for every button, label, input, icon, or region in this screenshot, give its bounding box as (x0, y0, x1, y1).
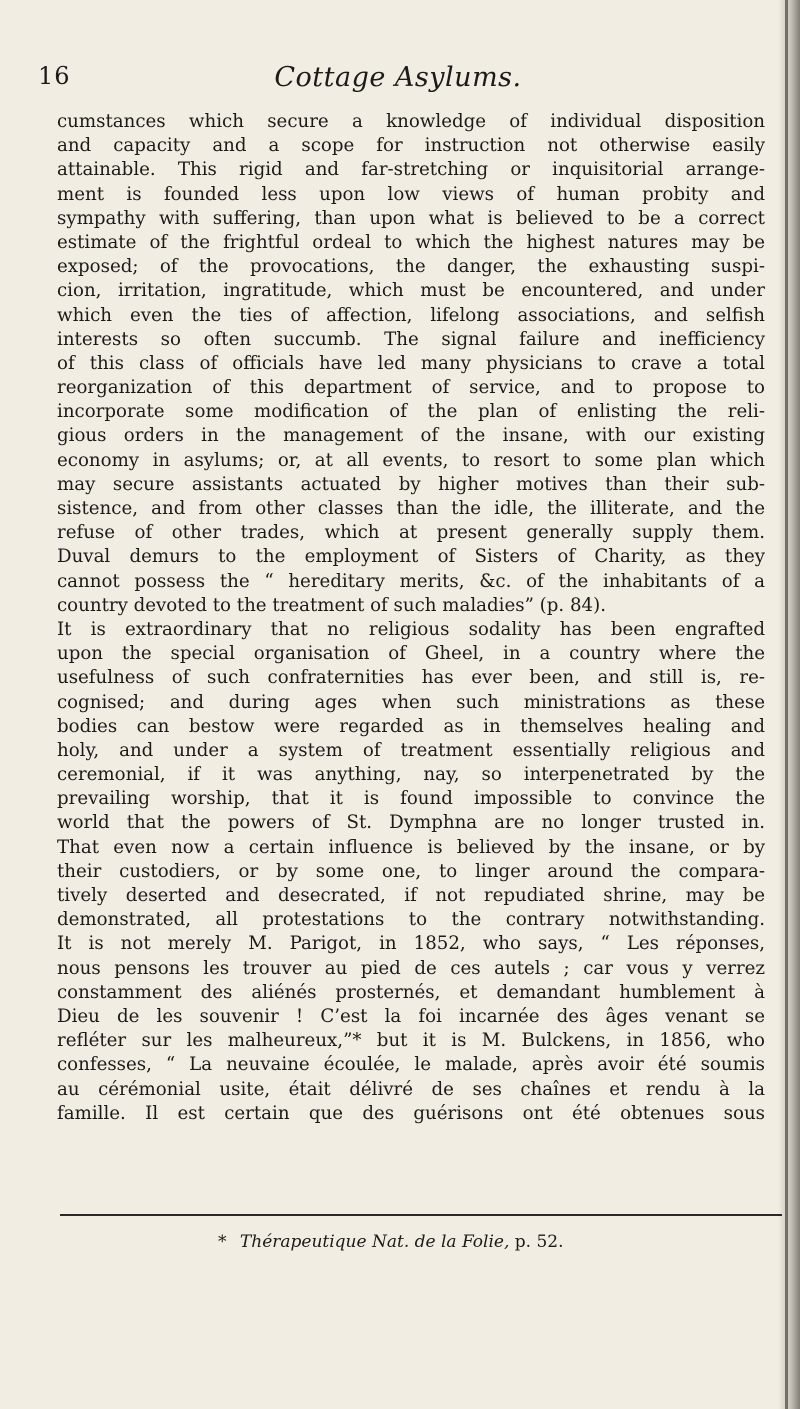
text-line: incorporate some modification of the plan of enlisting the reli- (57, 401, 765, 423)
text-line: refléter sur les malheureux,”* but it is M. Bulckens, in 1856, who (57, 1030, 765, 1052)
text-line: cognised; and during ages when such ministrations as these (57, 691, 765, 713)
text-line: may secure assistants actuated by higher motives than their sub- (57, 473, 765, 495)
text-line: ment is founded less upon low views of human probity and (57, 183, 765, 205)
page-number: 16 (38, 62, 71, 90)
text-line: ceremonial, if it was anything, nay, so interpenetrated by the (57, 764, 765, 786)
text-line: of this class of officials have led many physicians to crave a total (57, 352, 765, 374)
text-line: bodies can bestow were regarded as in themselves healing and (57, 715, 765, 737)
footnote-page-ref: p. 52. (514, 1232, 564, 1252)
running-title: Cottage Asylums. (274, 62, 522, 93)
text-line: economy in asylums; or, at all events, to resort to some plan which (57, 449, 765, 471)
text-line: cion, irritation, ingratitude, which must be encountered, and under (57, 280, 765, 302)
text-line: nous pensons les trouver au pied de ces autels ; car vous y verrez (57, 957, 765, 979)
text-line: country devoted to the treatment of such maladies” (p. 84). (57, 594, 606, 616)
footnote-divider (60, 1214, 782, 1216)
text-line: which even the ties of affection, lifelong associations, and selfish (57, 304, 765, 326)
text-line: reorganization of this department of service, and to propose to (57, 377, 765, 399)
text-line: Dieu de les souvenir ! C’est la foi incarnée des âges venant se (57, 1005, 765, 1027)
page-header (38, 62, 758, 102)
text-line: It is not merely M. Parigot, in 1852, who says, “ Les réponses, (57, 933, 765, 955)
text-line: usefulness of such confraternities has ever been, and still is, re- (57, 667, 765, 689)
text-line: sistence, and from other classes than the idle, the illiterate, and the (57, 498, 765, 519)
text-line: demonstrated, all protestations to the contrary notwithstanding. (57, 909, 765, 931)
footnote-marker: * (218, 1232, 227, 1252)
footnote-title: Thérapeutique Nat. de la Folie, (239, 1232, 510, 1252)
page-edge-shadow (778, 0, 800, 1409)
text-line: upon the special organisation of Gheel, in a country where the (57, 643, 765, 665)
text-line: gious orders in the management of the insane, with our existing (57, 425, 765, 447)
text-line: and capacity and a scope for instruction not otherwise easily (57, 135, 765, 157)
text-line: sympathy with suffering, than upon what is believed to be a correct (57, 207, 765, 229)
text-line: interests so often succumb. The signal failure and inefficiency (57, 328, 765, 350)
text-line: It is extraordinary that no religious sodality has been engrafted (57, 618, 765, 640)
text-line: au cérémonial usite, était délivré de ses chaînes et rendu à la (57, 1078, 765, 1100)
text-line: their custodiers, or by some one, to linger around the compara- (57, 860, 765, 882)
body-text (57, 110, 765, 1126)
text-line: confesses, “ La neuvaine écoulée, le malade, après avoir été soumis (57, 1054, 765, 1076)
page-edge-line (785, 0, 788, 1409)
text-line: exposed; of the provocations, the danger, the exhausting suspi- (57, 256, 765, 278)
footnote (218, 1232, 564, 1252)
text-line: famille. Il est certain que des guérisons ont été obtenues sous (57, 1102, 765, 1124)
text-line: cannot possess the “ hereditary merits, &c. of the inhabitants of a (57, 570, 765, 592)
text-line: That even now a certain influence is believed by the insane, or by (57, 836, 765, 858)
text-line: constamment des aliénés prosternés, et demandant humblement à (57, 981, 765, 1003)
text-line: world that the powers of St. Dymphna are no longer trusted in. (57, 812, 765, 834)
text-line: refuse of other trades, which at present generally supply them. (57, 522, 765, 544)
text-line: tively deserted and desecrated, if not repudiated shrine, may be (57, 885, 765, 906)
text-line: Duval demurs to the employment of Sisters of Charity, as they (57, 546, 765, 568)
text-line: holy, and under a system of treatment essentially religious and (57, 739, 765, 761)
text-line: cumstances which secure a knowledge of individual disposition (57, 111, 765, 132)
text-line: estimate of the frightful ordeal to which the highest natures may be (57, 231, 765, 253)
text-line: prevailing worship, that it is found impossible to convince the (57, 788, 765, 810)
text-line: attainable. This rigid and far-stretching or inquisitorial arrange- (57, 159, 765, 181)
